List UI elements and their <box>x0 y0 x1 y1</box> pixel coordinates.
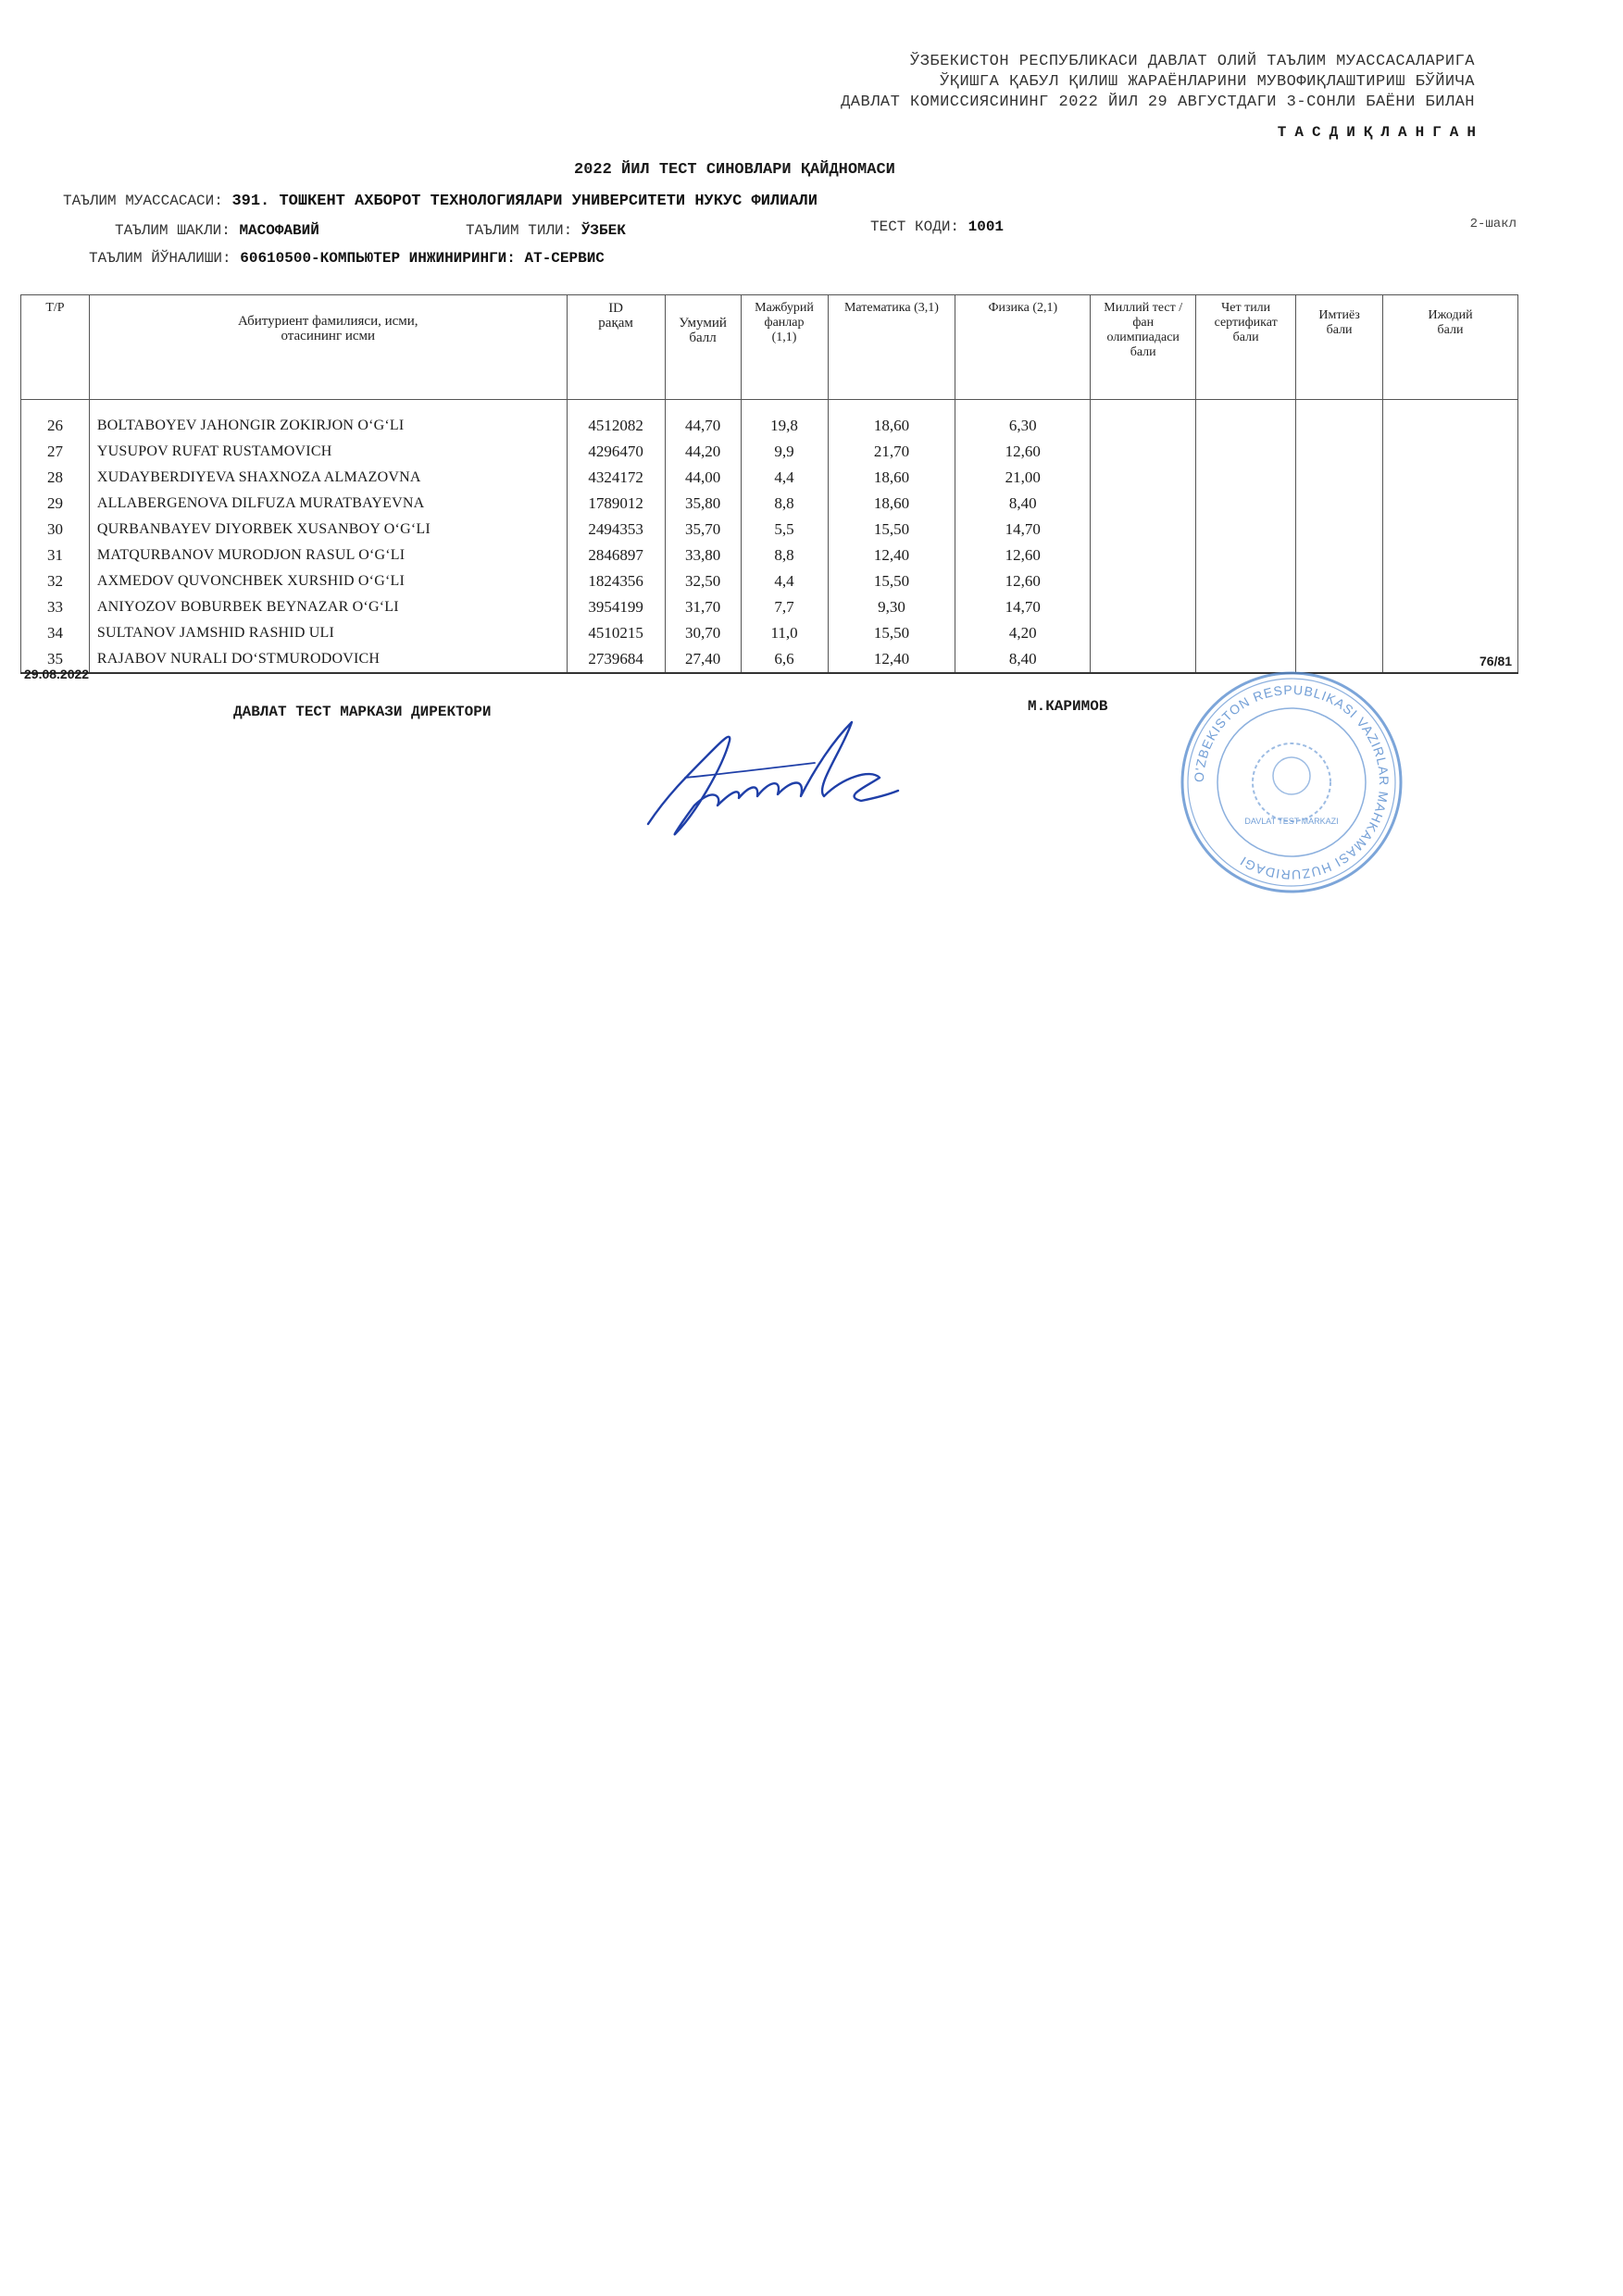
cell-mandatory: 8,8 <box>741 491 828 517</box>
cell-math: 9,30 <box>828 594 955 620</box>
cell-creative <box>1383 491 1518 517</box>
test-code-row <box>870 218 1004 235</box>
cell-math: 18,60 <box>828 491 955 517</box>
cell-mandatory: 11,0 <box>741 620 828 646</box>
cell-math: 15,50 <box>828 620 955 646</box>
cell-num: 33 <box>21 594 90 620</box>
cell-num: 35 <box>21 646 90 673</box>
approval-line: ЎҚИШГА ҚАБУЛ ҚИЛИШ ЖАРАЁНЛАРИНИ МУВОФИҚЛАШТИРИШ БЎЙИЧА <box>940 73 1475 91</box>
direction-value: 60610500-КОМПЬЮТЕР ИНЖИНИРИНГИ: АТ-СЕРВИС <box>240 250 605 267</box>
table-row <box>21 439 1518 465</box>
cell-total: 44,20 <box>665 439 741 465</box>
cell-total: 44,70 <box>665 413 741 439</box>
cell-physics: 8,40 <box>955 491 1091 517</box>
table-row <box>21 543 1518 568</box>
director-signature <box>630 713 926 852</box>
cell-name: RAJABOV NURALI DO‘STMURODOVICH <box>89 646 567 673</box>
cell-num: 29 <box>21 491 90 517</box>
cell-foreign <box>1196 413 1296 439</box>
cell-math: 18,60 <box>828 413 955 439</box>
sheet-number: 2-шакл <box>1469 217 1517 231</box>
page-number: 76/81 <box>1479 654 1513 668</box>
table-row <box>21 620 1518 646</box>
cell-num: 34 <box>21 620 90 646</box>
test-code-value: 1001 <box>968 218 1005 235</box>
table-row <box>21 465 1518 491</box>
institution-label: ТАЪЛИМ МУАССАСАСИ: <box>63 193 223 209</box>
cell-id: 1824356 <box>567 568 665 594</box>
cell-id: 1789012 <box>567 491 665 517</box>
cell-national <box>1091 594 1196 620</box>
cell-privilege <box>1296 413 1383 439</box>
cell-total: 44,00 <box>665 465 741 491</box>
cell-foreign <box>1196 491 1296 517</box>
table-spacer-row <box>21 400 1518 414</box>
cell-physics: 4,20 <box>955 620 1091 646</box>
cell-total: 35,80 <box>665 491 741 517</box>
approved-label: ТАСДИҚЛАНГАН <box>1277 124 1484 141</box>
cell-name: AXMEDOV QUVONCHBEK XURSHID O‘G‘LI <box>89 568 567 594</box>
cell-physics: 12,60 <box>955 543 1091 568</box>
header-foreign: Чет тили сертификат бали <box>1196 295 1296 400</box>
cell-mandatory: 5,5 <box>741 517 828 543</box>
cell-foreign <box>1196 465 1296 491</box>
cell-foreign <box>1196 568 1296 594</box>
study-form-label: ТАЪЛИМ ШАКЛИ: <box>115 222 231 239</box>
results-table <box>20 294 1518 674</box>
cell-num: 32 <box>21 568 90 594</box>
cell-physics: 8,40 <box>955 646 1091 673</box>
table-row <box>21 568 1518 594</box>
language-row <box>466 222 626 239</box>
cell-math: 15,50 <box>828 568 955 594</box>
approval-block <box>753 52 1475 113</box>
cell-math: 21,70 <box>828 439 955 465</box>
cell-privilege <box>1296 620 1383 646</box>
header-total: Умумий балл <box>665 295 741 400</box>
cell-id: 2494353 <box>567 517 665 543</box>
cell-name: ANIYOZOV BOBURBEK BEYNAZAR O‘G‘LI <box>89 594 567 620</box>
cell-num: 30 <box>21 517 90 543</box>
cell-national <box>1091 465 1196 491</box>
cell-math: 12,40 <box>828 543 955 568</box>
header-math: Математика (3,1) <box>828 295 955 400</box>
cell-foreign <box>1196 620 1296 646</box>
cell-creative <box>1383 543 1518 568</box>
institution-value: 391. ТОШКЕНТ АХБОРОТ ТЕХНОЛОГИЯЛАРИ УНИВЕРСИТЕТИ НУКУС ФИЛИАЛИ <box>231 193 818 210</box>
cell-name: XUDAYBERDIYEVA SHAXNOZA ALMAZOVNA <box>89 465 567 491</box>
cell-total: 27,40 <box>665 646 741 673</box>
cell-physics: 14,70 <box>955 517 1091 543</box>
cell-foreign <box>1196 517 1296 543</box>
cell-id: 4296470 <box>567 439 665 465</box>
cell-foreign <box>1196 543 1296 568</box>
cell-mandatory: 7,7 <box>741 594 828 620</box>
cell-physics: 6,30 <box>955 413 1091 439</box>
cell-national <box>1091 517 1196 543</box>
cell-mandatory: 6,6 <box>741 646 828 673</box>
cell-national <box>1091 439 1196 465</box>
cell-name: BOLTABOYEV JAHONGIR ZOKIRJON O‘G‘LI <box>89 413 567 439</box>
cell-id: 2846897 <box>567 543 665 568</box>
cell-total: 30,70 <box>665 620 741 646</box>
cell-creative <box>1383 413 1518 439</box>
cell-privilege <box>1296 543 1383 568</box>
header-national: Миллий тест / фан олимпиадаси бали <box>1091 295 1196 400</box>
direction-row <box>89 250 605 267</box>
cell-mandatory: 9,9 <box>741 439 828 465</box>
header-num: Т/Р <box>21 295 90 400</box>
header-id: ID рақам <box>567 295 665 400</box>
footer-date: 29.08.2022 <box>24 667 90 681</box>
cell-mandatory: 8,8 <box>741 543 828 568</box>
header-creative: Ижодий бали <box>1383 295 1518 400</box>
table-row <box>21 413 1518 439</box>
cell-physics: 12,60 <box>955 439 1091 465</box>
cell-creative <box>1383 465 1518 491</box>
cell-creative <box>1383 517 1518 543</box>
header-privilege: Имтиёз бали <box>1296 295 1383 400</box>
language-label: ТАЪЛИМ ТИЛИ: <box>466 222 573 239</box>
cell-privilege <box>1296 465 1383 491</box>
test-code-label: ТЕСТ КОДИ: <box>870 218 960 235</box>
document-title: 2022 ЙИЛ ТЕСТ СИНОВЛАРИ ҚАЙДНОМАСИ <box>574 161 895 179</box>
cell-num: 28 <box>21 465 90 491</box>
cell-mandatory: 4,4 <box>741 568 828 594</box>
cell-num: 27 <box>21 439 90 465</box>
cell-mandatory: 19,8 <box>741 413 828 439</box>
approval-line: ЎЗБЕКИСТОН РЕСПУБЛИКАСИ ДАВЛАТ ОЛИЙ ТАЪЛИМ МУАССАСАЛАРИГА <box>910 53 1475 70</box>
cell-total: 35,70 <box>665 517 741 543</box>
cell-privilege <box>1296 568 1383 594</box>
cell-physics: 14,70 <box>955 594 1091 620</box>
cell-privilege <box>1296 491 1383 517</box>
approval-line: ДАВЛАТ КОМИССИЯСИНИНГ 2022 ЙИЛ 29 АВГУСТДАГИ 3-СОНЛИ БАЁНИ БИЛАН <box>841 94 1475 111</box>
cell-mandatory: 4,4 <box>741 465 828 491</box>
header-physics: Физика (2,1) <box>955 295 1091 400</box>
stamp-center-text: DAVLAT TEST MARKAZI <box>1244 817 1339 826</box>
cell-id: 4512082 <box>567 413 665 439</box>
cell-num: 31 <box>21 543 90 568</box>
cell-name: YUSUPOV RUFAT RUSTAMOVICH <box>89 439 567 465</box>
cell-national <box>1091 543 1196 568</box>
table-row <box>21 517 1518 543</box>
cell-privilege <box>1296 594 1383 620</box>
institution-row <box>63 193 818 210</box>
cell-foreign <box>1196 594 1296 620</box>
cell-math: 18,60 <box>828 465 955 491</box>
cell-national <box>1091 568 1196 594</box>
cell-id: 4510215 <box>567 620 665 646</box>
cell-creative <box>1383 568 1518 594</box>
cell-privilege <box>1296 439 1383 465</box>
cell-num: 26 <box>21 413 90 439</box>
cell-math: 12,40 <box>828 646 955 673</box>
stamp-ring-text: O'ZBEKISTON RESPUBLIKASI VAZIRLAR MAHKAMASI HUZURIDAGI <box>1191 681 1392 883</box>
study-form-row <box>115 222 319 239</box>
cell-foreign <box>1196 439 1296 465</box>
director-title: ДАВЛАТ ТЕСТ МАРКАЗИ ДИРЕКТОРИ <box>233 704 492 720</box>
cell-creative <box>1383 620 1518 646</box>
cell-total: 33,80 <box>665 543 741 568</box>
cell-name: SULTANOV JAMSHID RASHID ULI <box>89 620 567 646</box>
cell-name: QURBANBAYEV DIYORBEK XUSANBOY O‘G‘LI <box>89 517 567 543</box>
language-value: ЎЗБЕК <box>581 222 626 239</box>
cell-national <box>1091 413 1196 439</box>
cell-total: 32,50 <box>665 568 741 594</box>
cell-physics: 12,60 <box>955 568 1091 594</box>
header-mandatory: Мажбурий фанлар (1,1) <box>741 295 828 400</box>
cell-creative <box>1383 439 1518 465</box>
header-name: Абитуриент фамилияси, исми, отасининг исми <box>89 295 567 400</box>
cell-national <box>1091 620 1196 646</box>
table-row <box>21 594 1518 620</box>
cell-name: ALLABERGENOVA DILFUZA MURATBAYEVNA <box>89 491 567 517</box>
cell-id: 2739684 <box>567 646 665 673</box>
study-form-value: МАСОФАВИЙ <box>239 222 319 239</box>
table-header-row <box>21 295 1518 400</box>
cell-id: 3954199 <box>567 594 665 620</box>
table-row <box>21 491 1518 517</box>
cell-id: 4324172 <box>567 465 665 491</box>
cell-national <box>1091 491 1196 517</box>
cell-name: MATQURBANOV MURODJON RASUL O‘G‘LI <box>89 543 567 568</box>
cell-math: 15,50 <box>828 517 955 543</box>
direction-label: ТАЪЛИМ ЙЎНАЛИШИ: <box>89 250 231 267</box>
cell-creative <box>1383 594 1518 620</box>
cell-privilege <box>1296 517 1383 543</box>
official-stamp <box>1176 667 1407 898</box>
director-name: М.КАРИМОВ <box>1028 698 1108 715</box>
cell-physics: 21,00 <box>955 465 1091 491</box>
cell-total: 31,70 <box>665 594 741 620</box>
